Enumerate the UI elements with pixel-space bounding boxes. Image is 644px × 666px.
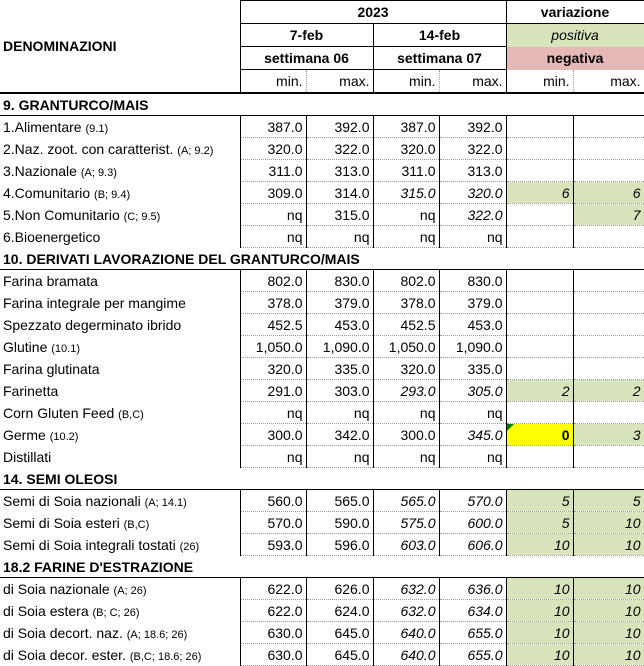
price-max-week07: 322.0 <box>439 138 506 160</box>
row-label <box>0 226 240 248</box>
price-min-week07: 315.0 <box>373 182 439 204</box>
row-label <box>0 578 240 600</box>
price-max-week06: 322.0 <box>306 138 373 160</box>
price-max-week06: nq <box>306 402 373 424</box>
price-min-week07: 640.0 <box>373 644 439 666</box>
row-name: Germe <box>3 426 50 443</box>
row-name: Corn Gluten Feed <box>3 404 119 421</box>
variation-max <box>573 446 644 468</box>
denominazioni-header: DENOMINAZIONI <box>0 1 240 94</box>
price-min-week07: nq <box>373 402 439 424</box>
variation-min: 10 <box>506 600 573 622</box>
row-name: 3.Nazionale <box>3 162 81 179</box>
price-max-week07: 322.0 <box>439 204 506 226</box>
price-max-week06: nq <box>306 226 373 248</box>
variation-min: 5 <box>506 490 573 512</box>
row-name: di Soia decort. naz. <box>3 624 127 641</box>
variation-max <box>573 314 644 336</box>
row-name: 6.Bioenergetico <box>3 228 101 245</box>
variation-min: 10 <box>506 622 573 644</box>
variation-min <box>506 116 573 138</box>
price-min-week07: 311.0 <box>373 160 439 182</box>
negativa-legend: negativa <box>506 47 644 70</box>
max-header: max. <box>439 70 506 94</box>
table-row <box>0 116 644 138</box>
price-min-week07: 632.0 <box>373 600 439 622</box>
variation-max: 10 <box>573 644 644 666</box>
price-min-week07: nq <box>373 204 439 226</box>
price-min-week06: nq <box>240 204 306 226</box>
price-max-week07: 313.0 <box>439 160 506 182</box>
price-min-week06: 309.0 <box>240 182 306 204</box>
price-min-week07: 387.0 <box>373 116 439 138</box>
variation-min: 10 <box>506 644 573 666</box>
variation-min: 6 <box>506 182 573 204</box>
variazione-header: variazione <box>506 1 644 24</box>
price-min-week07: 320.0 <box>373 358 439 380</box>
table-row <box>0 446 644 468</box>
row-reference: (A; 9.3) <box>80 166 117 179</box>
variation-max: 5 <box>573 490 644 512</box>
table-row <box>0 490 644 512</box>
price-min-week07: 603.0 <box>373 534 439 556</box>
row-label <box>0 314 240 336</box>
price-max-week07: 606.0 <box>439 534 506 556</box>
table-row <box>0 424 644 446</box>
variation-max: 10 <box>573 600 644 622</box>
price-min-week07: 565.0 <box>373 490 439 512</box>
price-min-week06: 291.0 <box>240 380 306 402</box>
price-max-week06: 624.0 <box>306 600 373 622</box>
row-label <box>0 424 240 446</box>
variation-min <box>506 138 573 160</box>
variation-max: 10 <box>573 622 644 644</box>
variation-min <box>506 358 573 380</box>
price-max-week07: 335.0 <box>439 358 506 380</box>
row-reference: (A; 14.1) <box>144 496 187 509</box>
price-min-week06: 802.0 <box>240 270 306 292</box>
table-row <box>0 578 644 600</box>
row-reference: (C; 9.5) <box>123 210 161 223</box>
min-header: min. <box>240 70 306 94</box>
price-max-week07: 600.0 <box>439 512 506 534</box>
price-max-week07: 305.0 <box>439 380 506 402</box>
price-max-week07: 655.0 <box>439 622 506 644</box>
price-max-week07: 345.0 <box>439 424 506 446</box>
week1-header: settimana 06 <box>240 47 373 70</box>
table-row <box>0 292 644 314</box>
section-header <box>0 93 644 116</box>
price-max-week06: 565.0 <box>306 490 373 512</box>
section-title: 14. SEMI OLEOSI <box>0 468 644 490</box>
price-min-week07: 293.0 <box>373 380 439 402</box>
price-max-week07: nq <box>439 402 506 424</box>
variation-min <box>506 204 573 226</box>
price-min-week06: 593.0 <box>240 534 306 556</box>
price-min-week06: 320.0 <box>240 358 306 380</box>
price-min-week06: 320.0 <box>240 138 306 160</box>
price-min-week06: 378.0 <box>240 292 306 314</box>
variation-min: 0 <box>506 424 573 446</box>
price-max-week06: 596.0 <box>306 534 373 556</box>
variation-max: 7 <box>573 204 644 226</box>
price-max-week06: 315.0 <box>306 204 373 226</box>
price-max-week07: nq <box>439 446 506 468</box>
row-label <box>0 358 240 380</box>
table-row <box>0 600 644 622</box>
price-min-week06: nq <box>240 226 306 248</box>
row-label <box>0 402 240 424</box>
variation-max <box>573 292 644 314</box>
variation-min <box>506 446 573 468</box>
price-max-week06: 313.0 <box>306 160 373 182</box>
row-label <box>0 446 240 468</box>
row-name: 1.Alimentare <box>3 118 86 135</box>
price-max-week07: 634.0 <box>439 600 506 622</box>
variation-max: 3 <box>573 424 644 446</box>
price-min-week07: 320.0 <box>373 138 439 160</box>
price-max-week06: 590.0 <box>306 512 373 534</box>
price-min-week06: 311.0 <box>240 160 306 182</box>
row-name: Spezzato degerminato ibrido <box>3 316 182 333</box>
price-min-week06: 300.0 <box>240 424 306 446</box>
row-reference: (A; 26) <box>113 584 147 597</box>
price-min-week07: 632.0 <box>373 578 439 600</box>
row-reference: (26) <box>179 540 200 553</box>
price-max-week07: 655.0 <box>439 644 506 666</box>
max-header: max. <box>573 70 644 94</box>
table-row <box>0 138 644 160</box>
price-max-week07: 453.0 <box>439 314 506 336</box>
price-max-week07: 392.0 <box>439 116 506 138</box>
variation-min <box>506 160 573 182</box>
row-name: Glutine <box>3 338 52 355</box>
variation-max <box>573 336 644 358</box>
price-max-week06: nq <box>306 446 373 468</box>
row-name: 2.Naz. zoot. con caratterist. <box>3 140 178 157</box>
row-name: Semi di Soia nazionali <box>3 492 145 509</box>
row-reference: (A; 9.2) <box>177 144 214 157</box>
row-label <box>0 622 240 644</box>
date2-header: 14-feb <box>373 24 506 47</box>
variation-min: 10 <box>506 534 573 556</box>
price-min-week06: 622.0 <box>240 578 306 600</box>
row-label <box>0 490 240 512</box>
variation-max <box>573 358 644 380</box>
table-row <box>0 644 644 666</box>
section-header <box>0 468 644 490</box>
price-max-week06: 342.0 <box>306 424 373 446</box>
row-name: Farina glutinata <box>3 360 100 377</box>
price-max-week06: 645.0 <box>306 644 373 666</box>
row-label <box>0 182 240 204</box>
table-row <box>0 314 644 336</box>
row-reference: (10.2) <box>49 430 79 443</box>
row-label <box>0 160 240 182</box>
row-name: di Soia estera <box>3 602 93 619</box>
row-label <box>0 116 240 138</box>
row-name: 5.Non Comunitario <box>3 206 124 223</box>
price-min-week07: 452.5 <box>373 314 439 336</box>
row-label <box>0 292 240 314</box>
price-max-week06: 392.0 <box>306 116 373 138</box>
row-name: 4.Comunitario <box>3 184 95 201</box>
row-label <box>0 644 240 666</box>
variation-min <box>506 226 573 248</box>
row-reference: (B; C; 26) <box>92 606 140 619</box>
week2-header: settimana 07 <box>373 47 506 70</box>
price-min-week07: 1,050.0 <box>373 336 439 358</box>
price-min-week06: 630.0 <box>240 622 306 644</box>
row-label <box>0 380 240 402</box>
row-reference: (9.1) <box>85 122 109 135</box>
row-name: Distillati <box>3 448 52 465</box>
price-max-week06: 645.0 <box>306 622 373 644</box>
price-max-week06: 626.0 <box>306 578 373 600</box>
year-header: 2023 <box>240 1 506 24</box>
variation-min <box>506 402 573 424</box>
price-min-week06: 452.5 <box>240 314 306 336</box>
price-max-week07: 570.0 <box>439 490 506 512</box>
row-label <box>0 336 240 358</box>
variation-min: 10 <box>506 578 573 600</box>
row-reference: (B; 9.4) <box>94 188 131 201</box>
section-title: 18.2 FARINE D'ESTRAZIONE <box>0 556 644 578</box>
price-max-week06: 1,090.0 <box>306 336 373 358</box>
min-header: min. <box>506 70 573 94</box>
row-name: di Soia decor. ester. <box>3 646 130 663</box>
price-min-week07: 575.0 <box>373 512 439 534</box>
variation-max: 10 <box>573 534 644 556</box>
row-reference: (A; 18.6; 26) <box>126 628 188 641</box>
row-name: Semi di Soia integrali tostati <box>3 536 180 553</box>
section-title: 9. GRANTURCO/MAIS <box>0 93 644 116</box>
variation-min: 2 <box>506 380 573 402</box>
price-min-week07: 300.0 <box>373 424 439 446</box>
variation-min <box>506 336 573 358</box>
price-min-week07: 802.0 <box>373 270 439 292</box>
variation-max: 10 <box>573 578 644 600</box>
row-label <box>0 512 240 534</box>
date1-header: 7-feb <box>240 24 373 47</box>
table-row <box>0 402 644 424</box>
row-label <box>0 270 240 292</box>
price-max-week06: 335.0 <box>306 358 373 380</box>
variation-max <box>573 402 644 424</box>
price-max-week06: 453.0 <box>306 314 373 336</box>
table-row <box>0 336 644 358</box>
variation-min <box>506 292 573 314</box>
row-reference: (10.1) <box>51 342 80 355</box>
price-max-week07: 320.0 <box>439 182 506 204</box>
row-name: Farinetta <box>3 382 59 399</box>
price-min-week06: 1,050.0 <box>240 336 306 358</box>
table-row <box>0 182 644 204</box>
price-max-week07: 636.0 <box>439 578 506 600</box>
variation-max <box>573 160 644 182</box>
row-name: di Soia nazionale <box>3 580 114 597</box>
table-row <box>0 380 644 402</box>
price-min-week07: nq <box>373 446 439 468</box>
price-max-week07: nq <box>439 226 506 248</box>
row-label <box>0 204 240 226</box>
max-header: max. <box>306 70 373 94</box>
variation-max: 6 <box>573 182 644 204</box>
table-row <box>0 160 644 182</box>
price-max-week06: 303.0 <box>306 380 373 402</box>
price-max-week07: 830.0 <box>439 270 506 292</box>
price-max-week06: 314.0 <box>306 182 373 204</box>
price-min-week06: 387.0 <box>240 116 306 138</box>
price-min-week06: 622.0 <box>240 600 306 622</box>
row-name: Semi di Soia esteri <box>3 514 124 531</box>
table-row <box>0 226 644 248</box>
row-label <box>0 138 240 160</box>
row-reference: (B,C) <box>118 408 144 421</box>
price-min-week07: 640.0 <box>373 622 439 644</box>
variation-max: 10 <box>573 512 644 534</box>
table-row <box>0 358 644 380</box>
row-reference: (B,C; 18.6; 26) <box>129 650 202 663</box>
table-row <box>0 512 644 534</box>
price-max-week06: 379.0 <box>306 292 373 314</box>
variation-min <box>506 270 573 292</box>
price-max-week06: 830.0 <box>306 270 373 292</box>
row-label <box>0 534 240 556</box>
section-header <box>0 248 644 270</box>
table-row <box>0 622 644 644</box>
price-min-week06: nq <box>240 446 306 468</box>
table-row <box>0 204 644 226</box>
row-name: Farina integrale per mangime <box>3 294 186 311</box>
price-min-week06: 570.0 <box>240 512 306 534</box>
variation-max <box>573 270 644 292</box>
variation-max <box>573 226 644 248</box>
price-min-week06: 560.0 <box>240 490 306 512</box>
min-header: min. <box>373 70 439 94</box>
table-row <box>0 534 644 556</box>
price-min-week07: 378.0 <box>373 292 439 314</box>
variation-max: 2 <box>573 380 644 402</box>
section-title: 10. DERIVATI LAVORAZIONE DEL GRANTURCO/MAIS <box>0 248 644 270</box>
table-row <box>0 270 644 292</box>
variation-min: 5 <box>506 512 573 534</box>
variation-min <box>506 314 573 336</box>
row-name: Farina bramata <box>3 272 98 289</box>
variation-max <box>573 116 644 138</box>
price-max-week07: 379.0 <box>439 292 506 314</box>
row-reference: (B,C) <box>123 518 150 531</box>
price-min-week06: 630.0 <box>240 644 306 666</box>
positiva-legend: positiva <box>506 24 644 47</box>
section-header <box>0 556 644 578</box>
price-min-week07: nq <box>373 226 439 248</box>
price-min-week06: nq <box>240 402 306 424</box>
price-max-week07: 1,090.0 <box>439 336 506 358</box>
variation-max <box>573 138 644 160</box>
row-label <box>0 600 240 622</box>
